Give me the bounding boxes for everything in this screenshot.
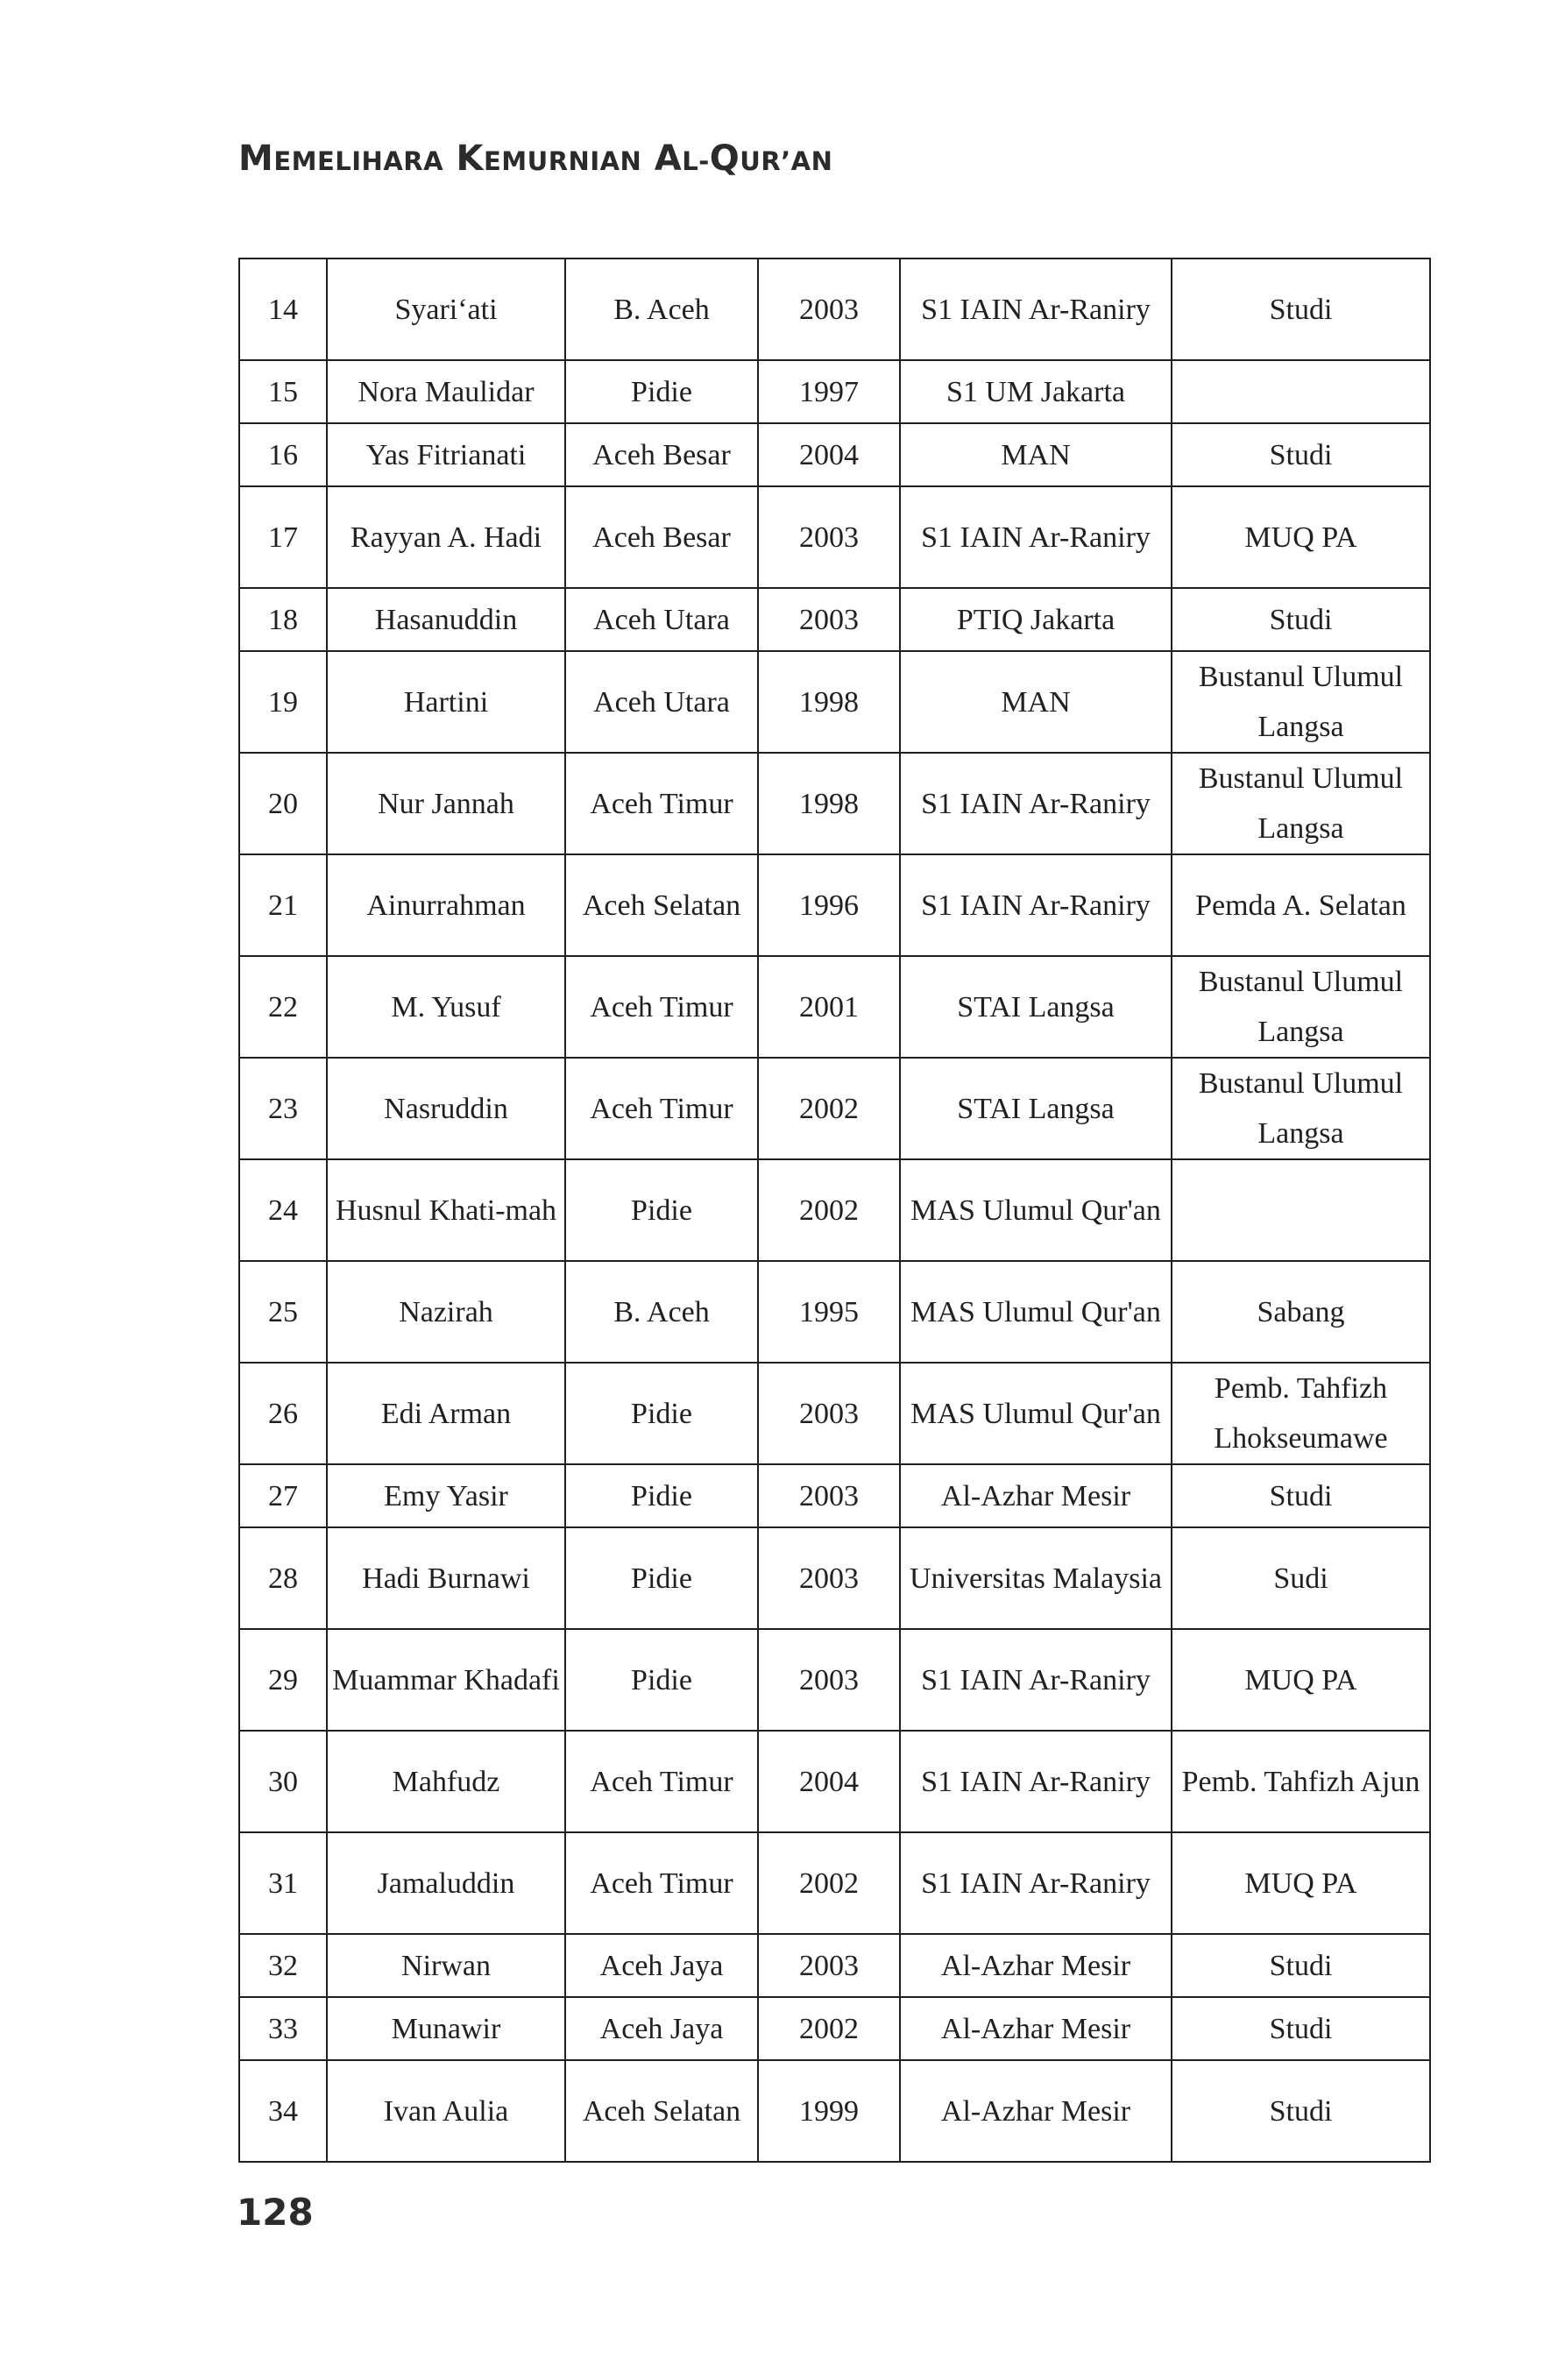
cell-education: Al-Azhar Mesir — [900, 1997, 1172, 2060]
cell-no: 16 — [239, 423, 327, 486]
running-head — [238, 138, 832, 179]
table-row — [239, 423, 1430, 486]
cell-year: 2003 — [758, 1527, 900, 1629]
cell-no: 31 — [239, 1832, 327, 1934]
running-head-second-initial: K — [456, 138, 484, 179]
cell-no: 23 — [239, 1058, 327, 1159]
running-head-third-rest: L- — [682, 146, 710, 176]
cell-education: Al-Azhar Mesir — [900, 1934, 1172, 1997]
cell-education: STAI Langsa — [900, 1058, 1172, 1159]
cell-name: Hasanuddin — [327, 588, 565, 651]
table-row — [239, 259, 1430, 360]
cell-name: Ainurrahman — [327, 854, 565, 956]
cell-origin: B. Aceh — [565, 1261, 758, 1363]
cell-name: Emy Yasir — [327, 1464, 565, 1527]
cell-name: Nazirah — [327, 1261, 565, 1363]
running-head-fourth-rest: UR’AN — [740, 146, 833, 176]
cell-activity: Studi — [1172, 1464, 1430, 1527]
cell-name: M. Yusuf — [327, 956, 565, 1058]
running-head-fourth-initial: Q — [709, 138, 740, 179]
table-row — [239, 1832, 1430, 1934]
cell-origin: B. Aceh — [565, 259, 758, 360]
cell-education: MAS Ulumul Qur'an — [900, 1261, 1172, 1363]
cell-year: 2004 — [758, 1731, 900, 1832]
cell-activity: Studi — [1172, 1934, 1430, 1997]
cell-education: PTIQ Jakarta — [900, 588, 1172, 651]
student-table-body — [239, 259, 1430, 2162]
cell-year: 1997 — [758, 360, 900, 423]
cell-name: Nasruddin — [327, 1058, 565, 1159]
cell-no: 22 — [239, 956, 327, 1058]
cell-origin: Pidie — [565, 1363, 758, 1464]
table-row — [239, 1464, 1430, 1527]
cell-origin: Aceh Utara — [565, 651, 758, 753]
cell-origin: Pidie — [565, 1629, 758, 1731]
cell-no: 20 — [239, 753, 327, 854]
cell-year: 2003 — [758, 486, 900, 588]
cell-year: 1998 — [758, 753, 900, 854]
table-row — [239, 854, 1430, 956]
table-row — [239, 1527, 1430, 1629]
cell-education: Universitas Malaysia — [900, 1527, 1172, 1629]
cell-name: Syari‘ati — [327, 259, 565, 360]
cell-no: 34 — [239, 2060, 327, 2162]
cell-year: 1999 — [758, 2060, 900, 2162]
cell-activity: Sudi — [1172, 1527, 1430, 1629]
cell-activity: Bustanul Ulumul Langsa — [1172, 651, 1430, 753]
cell-name: Nora Maulidar — [327, 360, 565, 423]
cell-education: Al-Azhar Mesir — [900, 2060, 1172, 2162]
cell-education: MAN — [900, 651, 1172, 753]
cell-no: 28 — [239, 1527, 327, 1629]
cell-year: 1995 — [758, 1261, 900, 1363]
cell-activity: Studi — [1172, 259, 1430, 360]
cell-name: Ivan Aulia — [327, 2060, 565, 2162]
cell-education: MAS Ulumul Qur'an — [900, 1159, 1172, 1261]
cell-year: 1998 — [758, 651, 900, 753]
cell-name: Hartini — [327, 651, 565, 753]
cell-name: Nirwan — [327, 1934, 565, 1997]
cell-year: 2003 — [758, 259, 900, 360]
cell-education: S1 IAIN Ar-Raniry — [900, 259, 1172, 360]
table-row — [239, 2060, 1430, 2162]
cell-education: S1 IAIN Ar-Raniry — [900, 1731, 1172, 1832]
cell-origin: Aceh Selatan — [565, 2060, 758, 2162]
cell-year: 2001 — [758, 956, 900, 1058]
table-row — [239, 1159, 1430, 1261]
cell-year: 2002 — [758, 1832, 900, 1934]
cell-origin: Aceh Jaya — [565, 1934, 758, 1997]
cell-education: S1 IAIN Ar-Raniry — [900, 753, 1172, 854]
cell-education: MAN — [900, 423, 1172, 486]
cell-origin: Pidie — [565, 1159, 758, 1261]
cell-activity: Studi — [1172, 1997, 1430, 2060]
cell-activity: Bustanul Ulumul Langsa — [1172, 1058, 1430, 1159]
cell-activity — [1172, 360, 1430, 423]
cell-activity: Bustanul Ulumul Langsa — [1172, 753, 1430, 854]
cell-name: Rayyan A. Hadi — [327, 486, 565, 588]
cell-year: 2002 — [758, 1058, 900, 1159]
cell-no: 33 — [239, 1997, 327, 2060]
cell-name: Yas Fitrianati — [327, 423, 565, 486]
running-head-first-rest: EMELIHARA — [273, 146, 444, 176]
cell-activity: Studi — [1172, 423, 1430, 486]
cell-no: 19 — [239, 651, 327, 753]
cell-name: Munawir — [327, 1997, 565, 2060]
cell-no: 26 — [239, 1363, 327, 1464]
cell-activity: Studi — [1172, 2060, 1430, 2162]
running-head-second-rest: EMURNIAN — [484, 146, 642, 176]
cell-activity: Sabang — [1172, 1261, 1430, 1363]
cell-education: STAI Langsa — [900, 956, 1172, 1058]
table-row — [239, 651, 1430, 753]
cell-no: 30 — [239, 1731, 327, 1832]
cell-education: S1 IAIN Ar-Raniry — [900, 1832, 1172, 1934]
cell-education: S1 IAIN Ar-Raniry — [900, 1629, 1172, 1731]
cell-origin: Aceh Timur — [565, 1731, 758, 1832]
cell-activity: Pemb. Tahfizh Lhokseumawe — [1172, 1363, 1430, 1464]
cell-origin: Aceh Selatan — [565, 854, 758, 956]
cell-no: 17 — [239, 486, 327, 588]
cell-activity: Studi — [1172, 588, 1430, 651]
cell-activity: Pemda A. Selatan — [1172, 854, 1430, 956]
cell-education: S1 IAIN Ar-Raniry — [900, 854, 1172, 956]
cell-name: Mahfudz — [327, 1731, 565, 1832]
student-table — [238, 258, 1431, 2163]
cell-origin: Aceh Timur — [565, 1058, 758, 1159]
cell-origin: Pidie — [565, 1527, 758, 1629]
cell-activity: MUQ PA — [1172, 1629, 1430, 1731]
cell-no: 14 — [239, 259, 327, 360]
cell-activity: MUQ PA — [1172, 1832, 1430, 1934]
table-row — [239, 1934, 1430, 1997]
cell-name: Husnul Khati-mah — [327, 1159, 565, 1261]
cell-origin: Aceh Besar — [565, 486, 758, 588]
cell-no: 15 — [239, 360, 327, 423]
cell-no: 27 — [239, 1464, 327, 1527]
page-number: 128 — [237, 2191, 314, 2234]
table-row — [239, 956, 1430, 1058]
cell-year: 2003 — [758, 1363, 900, 1464]
cell-origin: Aceh Jaya — [565, 1997, 758, 2060]
cell-year: 2003 — [758, 1464, 900, 1527]
cell-name: Nur Jannah — [327, 753, 565, 854]
cell-no: 18 — [239, 588, 327, 651]
table-row — [239, 486, 1430, 588]
cell-name: Edi Arman — [327, 1363, 565, 1464]
cell-origin: Aceh Timur — [565, 753, 758, 854]
table-row — [239, 1731, 1430, 1832]
cell-no: 29 — [239, 1629, 327, 1731]
cell-origin: Aceh Timur — [565, 1832, 758, 1934]
table-row — [239, 753, 1430, 854]
table-row — [239, 1629, 1430, 1731]
cell-year: 2002 — [758, 1159, 900, 1261]
cell-year: 1996 — [758, 854, 900, 956]
cell-no: 24 — [239, 1159, 327, 1261]
cell-origin: Aceh Timur — [565, 956, 758, 1058]
cell-education: Al-Azhar Mesir — [900, 1464, 1172, 1527]
cell-name: Muammar Khadafi — [327, 1629, 565, 1731]
cell-year: 2002 — [758, 1997, 900, 2060]
cell-year: 2003 — [758, 1629, 900, 1731]
cell-no: 21 — [239, 854, 327, 956]
cell-activity: Bustanul Ulumul Langsa — [1172, 956, 1430, 1058]
cell-education: MAS Ulumul Qur'an — [900, 1363, 1172, 1464]
table-row — [239, 360, 1430, 423]
running-head-first-initial: M — [238, 138, 274, 179]
cell-origin: Pidie — [565, 360, 758, 423]
table-row — [239, 1363, 1430, 1464]
cell-year: 2003 — [758, 1934, 900, 1997]
cell-no: 25 — [239, 1261, 327, 1363]
cell-activity: Pemb. Tahfizh Ajun — [1172, 1731, 1430, 1832]
table-row — [239, 1997, 1430, 2060]
cell-activity — [1172, 1159, 1430, 1261]
cell-name: Jamaluddin — [327, 1832, 565, 1934]
table-row — [239, 1261, 1430, 1363]
cell-name: Hadi Burnawi — [327, 1527, 565, 1629]
cell-no: 32 — [239, 1934, 327, 1997]
running-head-third-initial: A — [654, 138, 683, 179]
cell-activity: MUQ PA — [1172, 486, 1430, 588]
cell-education: S1 UM Jakarta — [900, 360, 1172, 423]
cell-year: 2003 — [758, 588, 900, 651]
cell-origin: Aceh Utara — [565, 588, 758, 651]
cell-year: 2004 — [758, 423, 900, 486]
table-row — [239, 588, 1430, 651]
cell-education: S1 IAIN Ar-Raniry — [900, 486, 1172, 588]
table-row — [239, 1058, 1430, 1159]
cell-origin: Pidie — [565, 1464, 758, 1527]
cell-origin: Aceh Besar — [565, 423, 758, 486]
